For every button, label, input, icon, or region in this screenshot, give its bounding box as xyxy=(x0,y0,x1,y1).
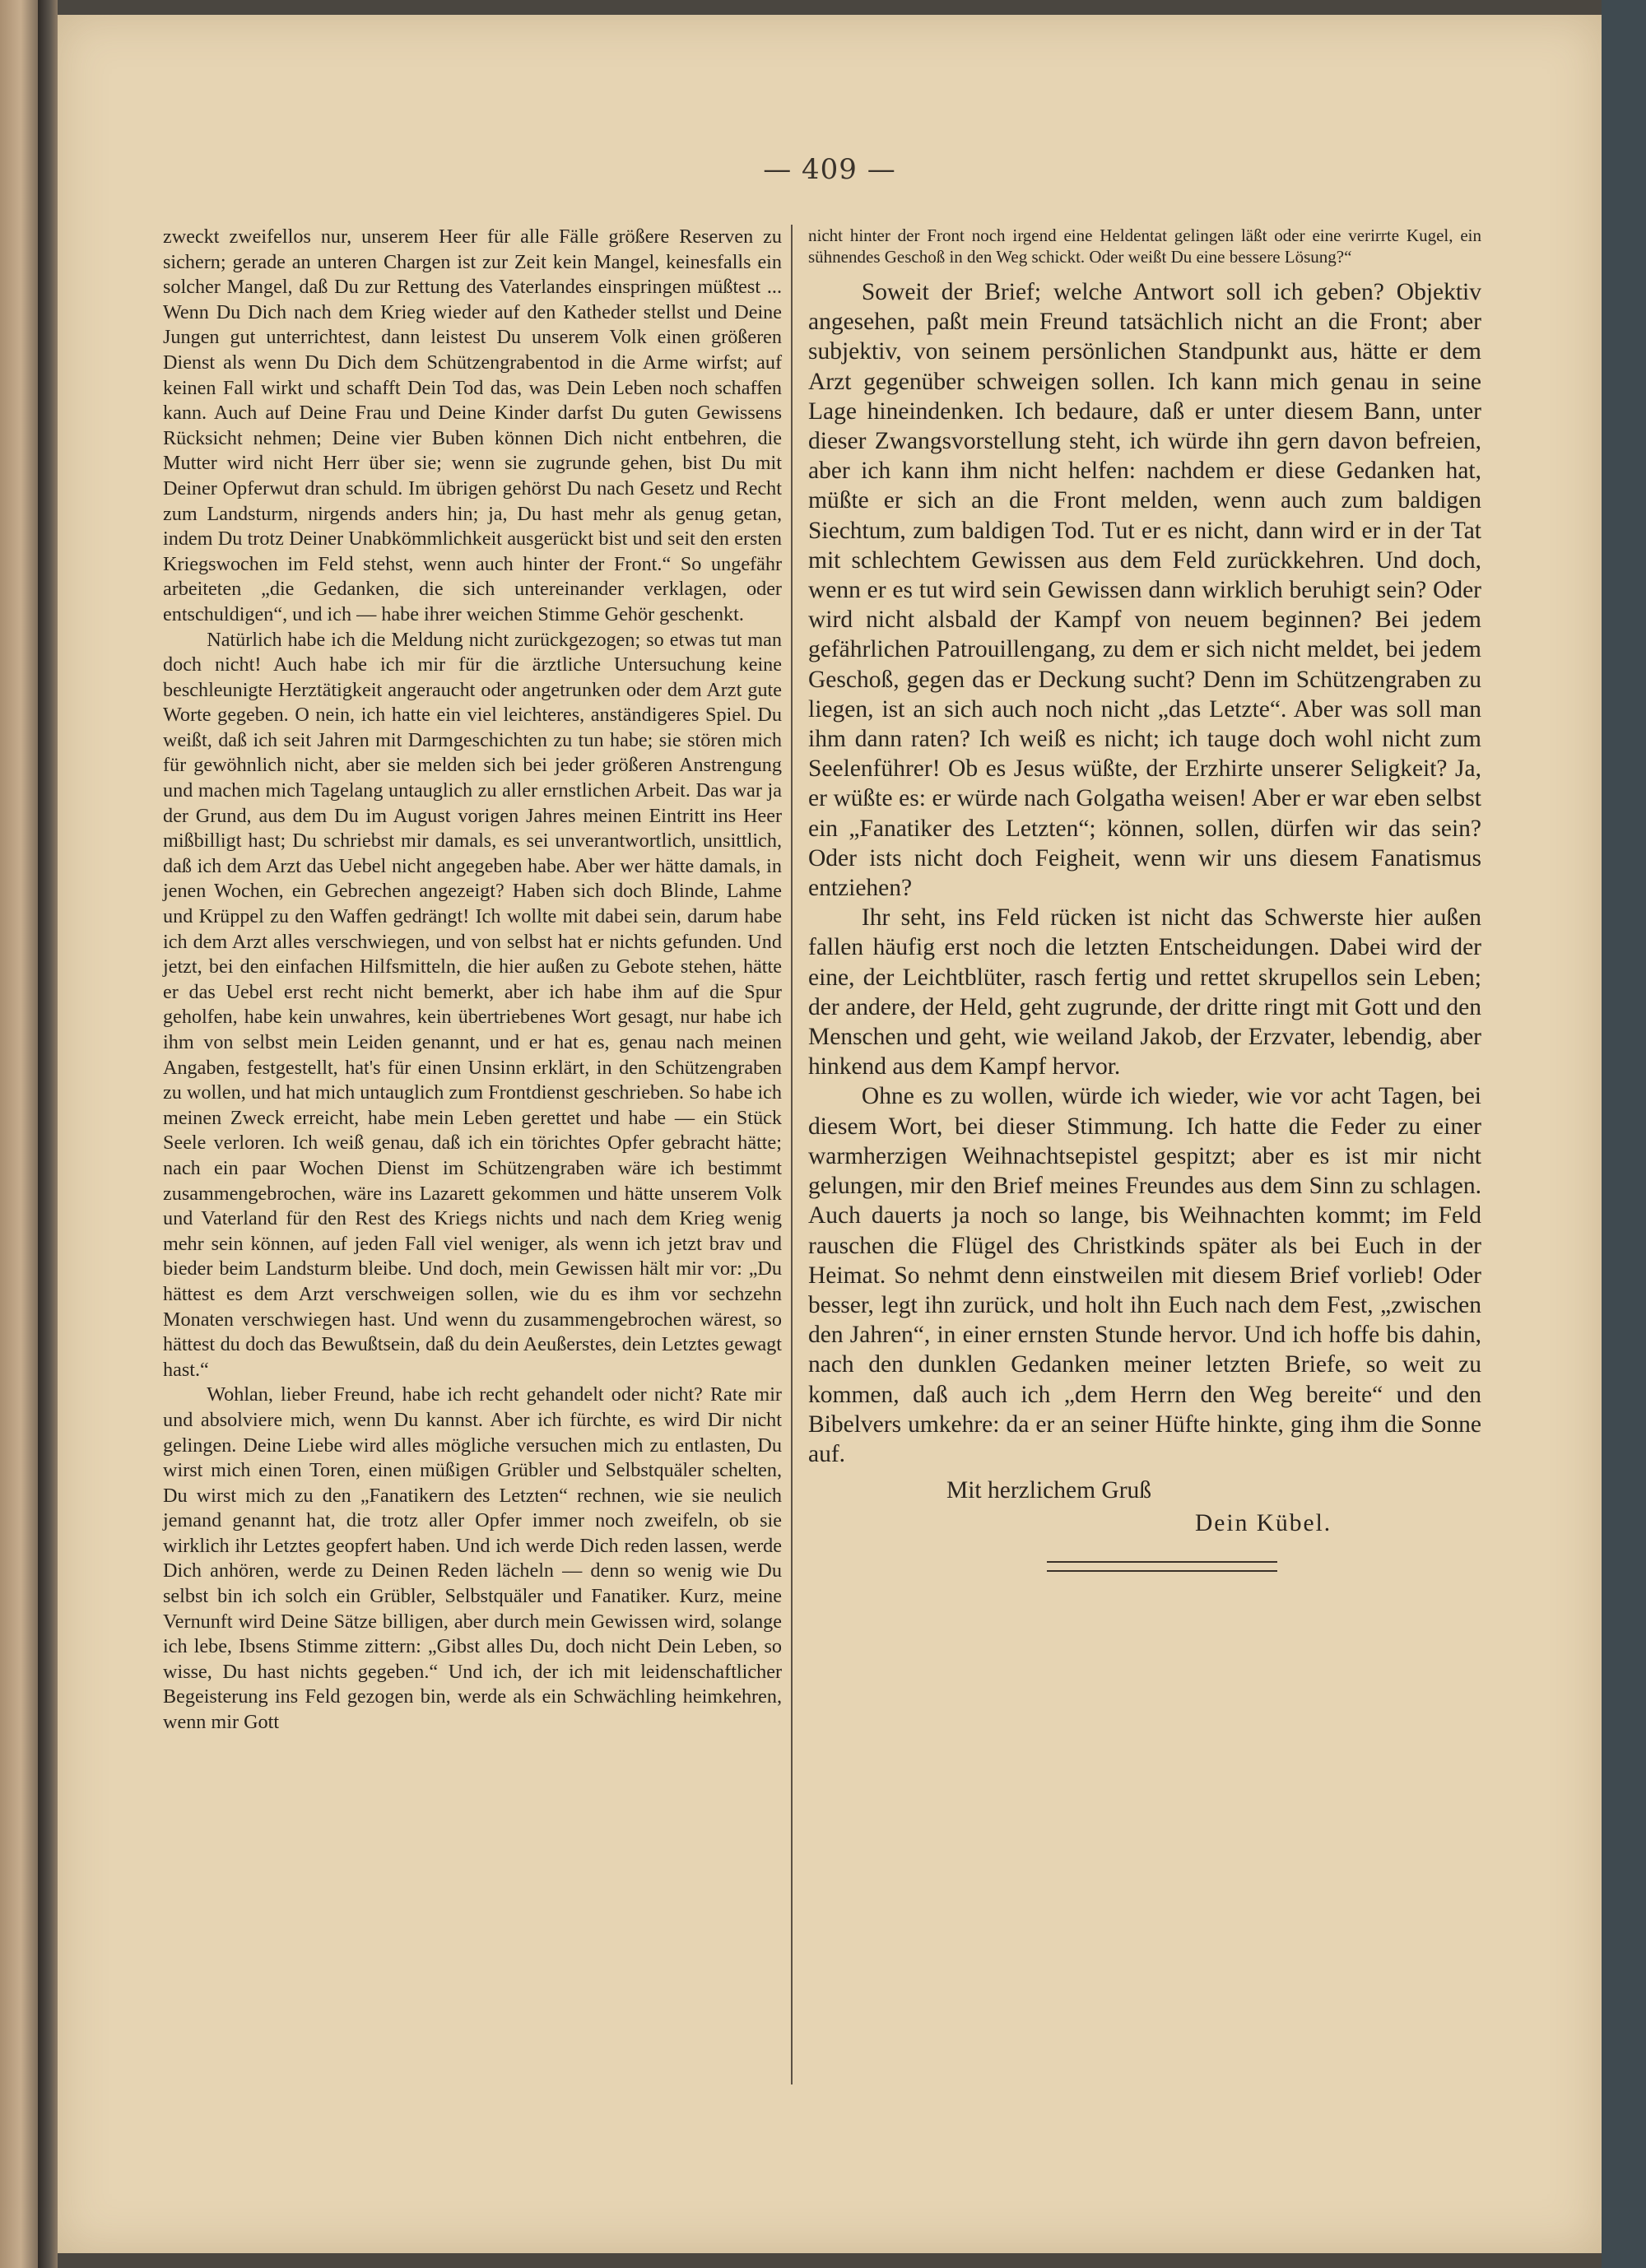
left-column xyxy=(163,225,782,1736)
book-page xyxy=(58,15,1602,2253)
letter-closing xyxy=(808,1474,1481,1540)
book-cover-edge xyxy=(1602,0,1646,2268)
book-gutter xyxy=(38,0,58,2268)
end-rule xyxy=(1047,1561,1277,1572)
right-column xyxy=(808,225,1481,1572)
paragraph: Soweit der Brief; welche Antwort soll ich geben? Objektiv angesehen, paßt mein Freund tatsächlich nicht an die Front; aber subjektiv, von seinem persönlichen Standpunkt aus, hätte er dem Arzt gegenüber schweigen sollen. Ich kann mich genau in seine Lage hineindenken. Ich bedaure, daß er unter diesem Bann, unter dieser Zwangsvorstellung steht, ich würde ihn gern davon befreien, aber ich kann ihm nicht helfen: nachdem er diese Gedanken hat, müßte er sich an die Front melden, wenn auch zum baldigen Siechtum, zum baldigen Tod. Tut er es nicht, dann wird er in der Tat mit schlechtem Gewissen aus dem Feld zurückkehren. Und doch, wenn er es tut wird sein Gewissen dann wirklich beruhigt sein? Oder wird nicht alsbald der Kampf von neuem beginnen? Bei jedem gefährlichen Patrouillengang, zu dem er sich nicht meldet, bei jedem Geschoß, gegen das er Deckung sucht? Denn im Schützengraben zu liegen, ist an sich auch noch nicht „das Letzte“. Aber was soll man ihm dann raten? Ich weiß es nicht; ich tauge doch wohl nicht zum Seelenführer! Ob es Jesus wüßte, der Erzhirte unserer Seligkeit? Ja, er wüßte es: er würde nach Golgatha weisen! Aber er war eben selbst ein „Fanatiker des Letzten“; können, sollen, dürfen wir das sein? Oder ists nicht doch Feigheit, wenn wir uns diesem Fanatismus entziehen? xyxy=(808,279,1481,902)
previous-page-edge xyxy=(0,0,38,2268)
paragraph: Ohne es zu wollen, würde ich wieder, wie vor acht Tagen, bei diesem Wort, bei dieser Stimmung. Ich hatte die Feder zu einer warmherzigen Weihnachtsepistel gespitzt; aber es ist mir nicht gelungen, mir den Brief meines Freundes aus dem Sinn zu schlagen. Auch dauerts ja noch so lange, bis Weihnachten kommt; im Feld rauschen die Flügel des Christkinds später als bei Euch in der Heimat. So nehmt denn einstweilen mit diesem Brief vorlieb! Oder besser, legt ihn zurück, und holt ihn Euch nach dem Fest, „zwischen den Jahren“, in einer ernsten Stunde hervor. Und ich hoffe bis dahin, nach den dunklen Gedanken meiner letzten Briefe, so weit zu kommen, daß auch ich „dem Herrn den Weg bereite“ und den Bibelvers umkehre: da er an seiner Hüfte hinkte, ging ihm die Sonne auf. xyxy=(808,1083,1481,1467)
paragraph: Natürlich habe ich die Meldung nicht zurückgezogen; so etwas tut man doch nicht! Auch habe ich mir für die ärztliche Untersuchung keine beschleunigte Herztätigkeit angeraucht oder angetrunken oder dem Arzt gute Worte gegeben. O nein, ich hatte ein viel leichteres, anständigeres Spiel. Du weißt, daß ich seit Jahren mit Darmgeschichten zu tun habe; sie stören mich für gewöhnlich nicht, aber sie melden sich bei jeder größeren Anstrengung und machen mich Tagelang untauglich zu aller ernstlichen Arbeit. Das war ja der Grund, aus dem Du im August vorigen Jahres meinen Eintritt ins Heer mißbilligt hast; Du schriebst mir damals, es sei unverantwortlich, unsittlich, daß ich dem Arzt das Uebel nicht angegeben habe. Aber wer hätte damals, in jenen Wochen, ein Gebrechen angezeigt? Haben sich doch Blinde, Lahme und Krüppel zu den Waffen gedrängt! Ich wollte mit dabei sein, darum habe ich dem Arzt alles verschwiegen, und von selbst hat er nichts gefunden. Und jetzt, bei den einfachen Hilfsmitteln, die hier außen zu Gebote stehen, hätte er das Uebel erst recht nicht bemerkt, aber ich habe ihm auf die Spur geholfen, habe kein unwahres, kein übertriebenes Wort gesagt, nur habe ich ihm von selbst mein Leiden genannt, und er hat es, genau nach meinen Angaben, festgestellt, hat's für einen Unsinn erklärt, in den Schützengraben zu wollen, und hat mich untauglich zum Frontdienst geschrieben. So habe ich meinen Zweck erreicht, habe mein Leben gerettet und habe — ein Stück Seele verloren. Ich weiß genau, daß ich ein törichtes Opfer gebracht hätte; nach ein paar Wochen Dienst im Schützengraben wäre ich bestimmt zusammengebrochen, wäre ins Lazarett gekommen und hätte unserem Volk und Vaterland für den Rest des Kriegs nichts und nach dem Krieg wenig mehr sein können, auf jeden Fall viel weniger, als wenn ich jetzt brav und bieder beim Landsturm bleibe. Und doch, mein Gewissen hält mir vor: „Du hättest es dem Arzt verschweigen sollen, wie du es ihm vor sechzehn Monaten verschwiegen hast. Und wenn du zusammengebrochen wärest, so hättest du doch das Bewußtsein, daß du dein Aeußerstes, dein Letztes gewagt hast.“ xyxy=(163,628,782,1381)
closing-greeting: Mit herzlichem Gruß xyxy=(946,1477,1152,1504)
paragraph: Wohlan, lieber Freund, habe ich recht gehandelt oder nicht? Rate mir und absolviere mich, wenn Du kannst. Aber ich fürchte, es wird Dir nicht gelingen. Deine Liebe wird alles mögliche versuchen mich zu entlasten, Du wirst mich einen Toren, einen müßigen Grübler und Selbstquäler schelten, Du wirst mich zu den „Fanatikern des Letzten“ rechnen, wie sie neulich jemand genannt hat, die trotz aller Opfer immer noch zweifeln, ob sie wirklich ihr Letztes geopfert haben. Und ich werde Dich reden lassen, werde Dich anhören, werde zu Deinen Reden lächeln — denn so wenig wie Du selbst bin ich solch ein Grübler, Selbstquäler und Fanatiker. Kurz, meine Vernunft wird Deine Sätze billigen, aber durch mein Gewissen wird, solange ich lebe, Ibsens Stimme zittern: „Gibst alles Du, doch nicht Dein Leben, so wisse, Du hast nichts gegeben.“ Und ich, der ich mit leidenschaftlicher Begeisterung ins Feld gezogen bin, werde als ein Schwächling heimkehren, wenn mir Gott xyxy=(163,1383,782,1734)
paragraph-continued: nicht hinter der Front noch irgend eine Heldentat gelingen läßt oder eine verirrte Kugel, ein sühnendes Geschoß in den Weg schickt. Oder weißt Du eine bessere Lösung?“ xyxy=(808,225,1481,267)
page-number: — 409 — xyxy=(763,153,896,186)
column-divider xyxy=(791,225,793,2084)
paragraph: Ihr seht, ins Feld rücken ist nicht das Schwerste hier außen fallen häufig erst noch die letzten Entscheidungen. Dabei wird der eine, der Leichtblüter, rasch fertig und rettet skrupellos sein Leben; der andere, der Held, geht zugrunde, der dritte ringt mit Gott und den Menschen und geht, wie weiland Jakob, der Erzvater, lebendig, aber hinkend aus dem Kampf hervor. xyxy=(808,904,1481,1081)
closing-signature: Dein Kübel. xyxy=(1195,1510,1332,1537)
paragraph: zweckt zweifellos nur, unserem Heer für alle Fälle größere Reserven zu sichern; gerade an unteren Chargen ist zur Zeit kein Mangel, keinesfalls ein solcher Mangel, daß Du zur Rettung des Vaterlandes einspringen müßtest ... Wenn Du Dich nach dem Krieg wieder auf den Katheder stellst und Deine Jungen gut unterrichtest, dann leistest Du unserem Volk einen größeren Dienst als wenn Du Dich dem Schützengrabentod in die Arme wirfst; auf keinen Fall wirkt und schafft Dein Tod das, was Dein Leben noch schaffen kann. Auch auf Deine Frau und Deine Kinder darfst Du guten Gewissens Rücksicht nehmen; Deine vier Buben können Dich nicht entbehren, die Mutter wird nicht Herr über sie; wenn sie zugrunde gehen, bist Du mit Deiner Opferwut dran schuld. Im übrigen gehörst Du nach Gesetz und Recht zum Landsturm, nirgends anders hin; ja, Du hast mehr als genug getan, indem Du trotz Deiner Unabkömmlichkeit ausgerückt bist und seit den ersten Kriegswochen im Feld stehst, wenn auch hinter der Front.“ So ungefähr arbeiteten „die Gedanken, die sich untereinander verklagen, oder entschuldigen“, und ich — habe ihrer weichen Stimme Gehör geschenkt. xyxy=(163,225,782,625)
